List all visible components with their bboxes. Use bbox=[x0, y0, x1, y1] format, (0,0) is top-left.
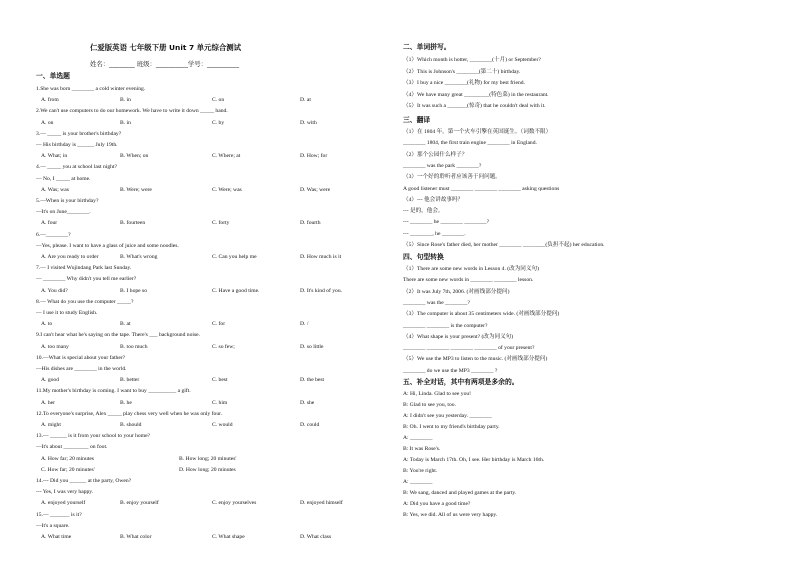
question-3-option: C. Where; at bbox=[212, 153, 241, 160]
translation-line-9: --- ________ he ________ ________? bbox=[403, 219, 490, 226]
question-9-option: D. so little bbox=[300, 343, 324, 350]
spelling-item-5: （5）It was such a _______(惊奇) that he couldn't deal with it. bbox=[403, 103, 546, 110]
question-14-option: D. enjoyed himself bbox=[300, 500, 343, 507]
transform-line-1: （1）There are some new words in Lesson 4. (改为同义句) bbox=[403, 266, 539, 272]
question-2-option: B. in bbox=[120, 119, 131, 126]
dialogue-line-6: B: It was Rose's. bbox=[403, 446, 441, 452]
question-4-option: D. Was; were bbox=[300, 186, 331, 193]
spelling-item-1: （1）Which month is hotter, ________(十月) or September? bbox=[403, 57, 541, 63]
transform-line-5: （3）The computer is about 35 centimeters wide. (对画线部分提问) bbox=[403, 311, 560, 318]
question-8-option: A. to bbox=[41, 321, 53, 328]
dialogue-line-9: A: ________ bbox=[403, 479, 433, 485]
question-12-option: B. should bbox=[120, 422, 142, 428]
transform-line-7: （4）What shape is your present? (改为同义句) bbox=[403, 333, 514, 340]
dialogue-line-10: B: We sang, danced and played games at the party. bbox=[403, 490, 517, 496]
transform-line-10: ________ do we use the MP3 ________ ? bbox=[403, 367, 498, 374]
question-6-stem: 6.—________? bbox=[36, 231, 71, 238]
translation-line-6: A good listener must ________ ________ ________ asking questions bbox=[403, 185, 560, 192]
question-3-option: B. When; on bbox=[120, 153, 149, 160]
question-6-option: B. What's wrong bbox=[120, 254, 158, 260]
transform-line-3: （2）It was July 7th, 2006. (对画线部分提问) bbox=[403, 288, 510, 295]
question-2-stem: 2.We can't use computers to do our homework. We have to write it down _____ hand. bbox=[36, 108, 228, 115]
question-11-option: C. him bbox=[212, 399, 228, 406]
question-10-option: A. good bbox=[41, 377, 60, 384]
transform-line-8: ________ ________ ________ ________ of your present? bbox=[403, 345, 535, 352]
part4-heading: 四、句型转换 bbox=[403, 253, 444, 261]
dialogue-line-5: A: ________ bbox=[403, 435, 433, 441]
question-5-option: C. forty bbox=[212, 220, 230, 227]
dialogue-line-4: B: Oh. I went to my friend's birthday party. bbox=[403, 424, 500, 430]
spelling-item-2: （2）This is Johnson's ________(第二十) birthday. bbox=[403, 68, 521, 75]
translation-line-3: （2）那个公园什么样子？ bbox=[403, 151, 468, 158]
question-4-option: C. Were; was bbox=[212, 186, 242, 193]
question-3-option: A. What; in bbox=[41, 153, 68, 160]
question-6-option: C. Can you help me bbox=[212, 254, 257, 260]
dialogue-line-7: A: Today is March 17th. Oh, I see. Her birthday is March 16th. bbox=[403, 457, 545, 463]
question-13-stem: 13.— ______ is it from your school to your home? bbox=[36, 433, 151, 440]
dialogue-line-2: B: Glad to see you, too. bbox=[403, 402, 456, 408]
dialogue-line-12: B: Yes, we did. All of us were very happy. bbox=[403, 512, 498, 518]
question-5-line2: —It's on June________. bbox=[36, 209, 91, 216]
spelling-item-4: （4）We have many great _________(特色菜) in the restaurant. bbox=[403, 91, 549, 98]
question-11-option: B. he bbox=[120, 399, 132, 406]
question-9-option: A. too many bbox=[41, 343, 69, 350]
question-14-stem: 14.--- Did you ______ at the party, Owen? bbox=[36, 478, 132, 484]
student-info: 姓名：________ 班级：__________学号：__________ bbox=[90, 60, 240, 68]
question-5-option: A. four bbox=[41, 220, 58, 227]
question-15-option: D. What class bbox=[300, 534, 332, 540]
question-2-option: A. on bbox=[41, 119, 54, 126]
question-13-option: C. How far; 20 minutes' bbox=[41, 466, 95, 473]
question-12-stem: 12.To everyone's surprise, Alex _____ play chess very well when he was only four. bbox=[36, 410, 223, 417]
question-7-option: A. You did? bbox=[41, 287, 68, 294]
question-15-line2: —It's a square. bbox=[36, 522, 70, 529]
translation-line-10: --- ________, he ________. bbox=[403, 230, 466, 237]
question-7-line2: — ________ Why didn't you tell me earlier? bbox=[36, 276, 137, 283]
question-1-option: B. in bbox=[120, 97, 131, 104]
translation-line-1: （1）在 1804 年，第一个火车引擎在英国诞生。（词数不限） bbox=[403, 129, 552, 135]
question-6-option: D. How much is it bbox=[300, 254, 342, 260]
part1-heading: 一、单选题 bbox=[36, 72, 70, 80]
question-4-stem: 4.— _____ you at school last night? bbox=[36, 164, 117, 171]
question-1-option: D. at bbox=[300, 97, 311, 104]
question-9-option: C. so few; bbox=[212, 343, 235, 350]
translation-line-5: （3）一个好的聆听者应该善于问问题。 bbox=[403, 174, 501, 181]
question-8-option: C. for bbox=[212, 321, 226, 328]
question-8-stem: 8.— What do you use the computer _____? bbox=[36, 298, 134, 305]
question-10-stem: 10.—What is special about your father? bbox=[36, 354, 126, 361]
question-11-option: A. her bbox=[41, 399, 55, 406]
translation-line-4: ________ was the park ________? bbox=[403, 162, 482, 169]
question-1-option: C. on bbox=[212, 97, 225, 104]
question-14-option: C. enjoy yourselves bbox=[212, 500, 257, 507]
question-13-option: D. How long; 20 minutes bbox=[179, 466, 236, 473]
question-3-stem: 3.— _____ is your brother's birthday? bbox=[36, 130, 122, 137]
part3-heading: 三、翻译 bbox=[403, 116, 431, 124]
question-15-stem: 15.— _______ is it? bbox=[36, 511, 82, 518]
question-8-option: D. / bbox=[300, 321, 309, 328]
dialogue-line-8: B: You're right. bbox=[403, 468, 438, 474]
translation-line-7: （4）--- 他会讲故事吗？ bbox=[403, 196, 464, 203]
translation-line-8: --- 是的，他会。 bbox=[403, 208, 444, 215]
part5-heading: 五、补全对话，其中有两项是多余的。 bbox=[403, 378, 519, 386]
question-3-line2: — His birthday is ______ July 19th. bbox=[36, 142, 118, 148]
question-3-option: D. How; for bbox=[300, 153, 328, 160]
question-8-line2: — I use it to study English. bbox=[36, 310, 98, 316]
question-14-line2: --- Yes, I was very happy. bbox=[36, 489, 94, 496]
translation-line-11: （5）Since Rose's father died, her mother ________ ________(负担不起) her education. bbox=[403, 242, 605, 248]
question-4-option: B. Were; were bbox=[120, 186, 152, 193]
question-2-option: C. by bbox=[212, 119, 225, 126]
question-5-stem: 5.—When is your birthday? bbox=[36, 198, 99, 204]
question-10-line2: —His dishes are ________ in the world. bbox=[36, 366, 127, 372]
question-9-stem: 9.I can't hear what he's saying on the tape. There's ___ background noise. bbox=[36, 332, 201, 339]
transform-line-2: There are some new words in ________ ________ lesson. bbox=[403, 277, 534, 284]
question-13-option: B. How long; 20 minutes' bbox=[179, 455, 237, 462]
question-8-option: B. at bbox=[120, 321, 131, 328]
dialogue-line-11: A: Did you have a good time? bbox=[403, 501, 471, 507]
transform-line-9: （5）We use the MP3 to listen to the music. (对画线部分提问) bbox=[403, 356, 548, 363]
question-10-option: D. the best bbox=[300, 377, 325, 384]
question-6-option: A. Are you ready to order bbox=[41, 254, 99, 260]
page-title: 仁爱版英语 七年级下册 Unit 7 单元综合测试 bbox=[90, 43, 242, 52]
question-10-option: C. best bbox=[212, 377, 228, 384]
question-6-line2: —Yes, please. I want to have a glass of juice and some noodles. bbox=[36, 242, 179, 249]
question-4-line2: — No, I _____ at home. bbox=[36, 175, 91, 182]
question-12-option: A. might bbox=[41, 422, 61, 428]
question-2-option: D. with bbox=[300, 119, 317, 126]
question-7-option: B. I hope so bbox=[120, 287, 148, 294]
question-12-option: C. would bbox=[212, 422, 233, 428]
question-14-option: B. enjoy yourself bbox=[120, 500, 159, 507]
question-1-stem: 1.She was born ________ a cold winter evening. bbox=[36, 86, 146, 92]
question-5-option: B. fourteen bbox=[120, 220, 146, 227]
question-11-option: D. she bbox=[300, 399, 315, 406]
question-7-option: D. It's kind of you. bbox=[300, 287, 343, 294]
question-5-option: D. fourth bbox=[300, 220, 321, 227]
question-15-option: A. What time bbox=[41, 534, 72, 540]
question-15-option: C. What shape bbox=[212, 534, 245, 540]
question-12-option: D. could bbox=[300, 422, 320, 428]
question-7-option: C. Have a good time. bbox=[212, 287, 260, 294]
transform-line-6: ________ ________ is the computer? bbox=[403, 322, 488, 329]
question-14-option: A. enjoyed yourself bbox=[41, 500, 86, 507]
dialogue-line-3: A: I didn't see you yesterday. ________ bbox=[403, 413, 492, 419]
translation-line-2: ________ 1804, the first train engine ________ in England. bbox=[403, 140, 537, 147]
question-15-option: B. What color bbox=[120, 534, 152, 540]
dialogue-line-1: A: Hi, Linda. Glad to see you! bbox=[403, 391, 472, 397]
question-10-option: B. better bbox=[120, 377, 140, 384]
question-1-option: A. from bbox=[41, 97, 59, 104]
transform-line-4: ________ was the ________? bbox=[403, 299, 470, 306]
question-13-line2: —It's about _________ on foot. bbox=[36, 444, 108, 451]
question-13-option: A. How far; 20 minutes bbox=[41, 455, 94, 462]
part2-heading: 二、单词拼写。 bbox=[403, 43, 451, 51]
spelling-item-3: （3）I buy a nice ________(礼物) for my best friend. bbox=[403, 80, 525, 87]
question-9-option: B. too much bbox=[120, 343, 148, 350]
question-4-option: A. Was; was bbox=[41, 186, 69, 193]
question-7-stem: 7.— I visited Wujindang Park last Sunday. bbox=[36, 265, 132, 272]
question-11-stem: 11.My mother's birthday is coming. I want to buy __________ a gift. bbox=[36, 388, 191, 395]
